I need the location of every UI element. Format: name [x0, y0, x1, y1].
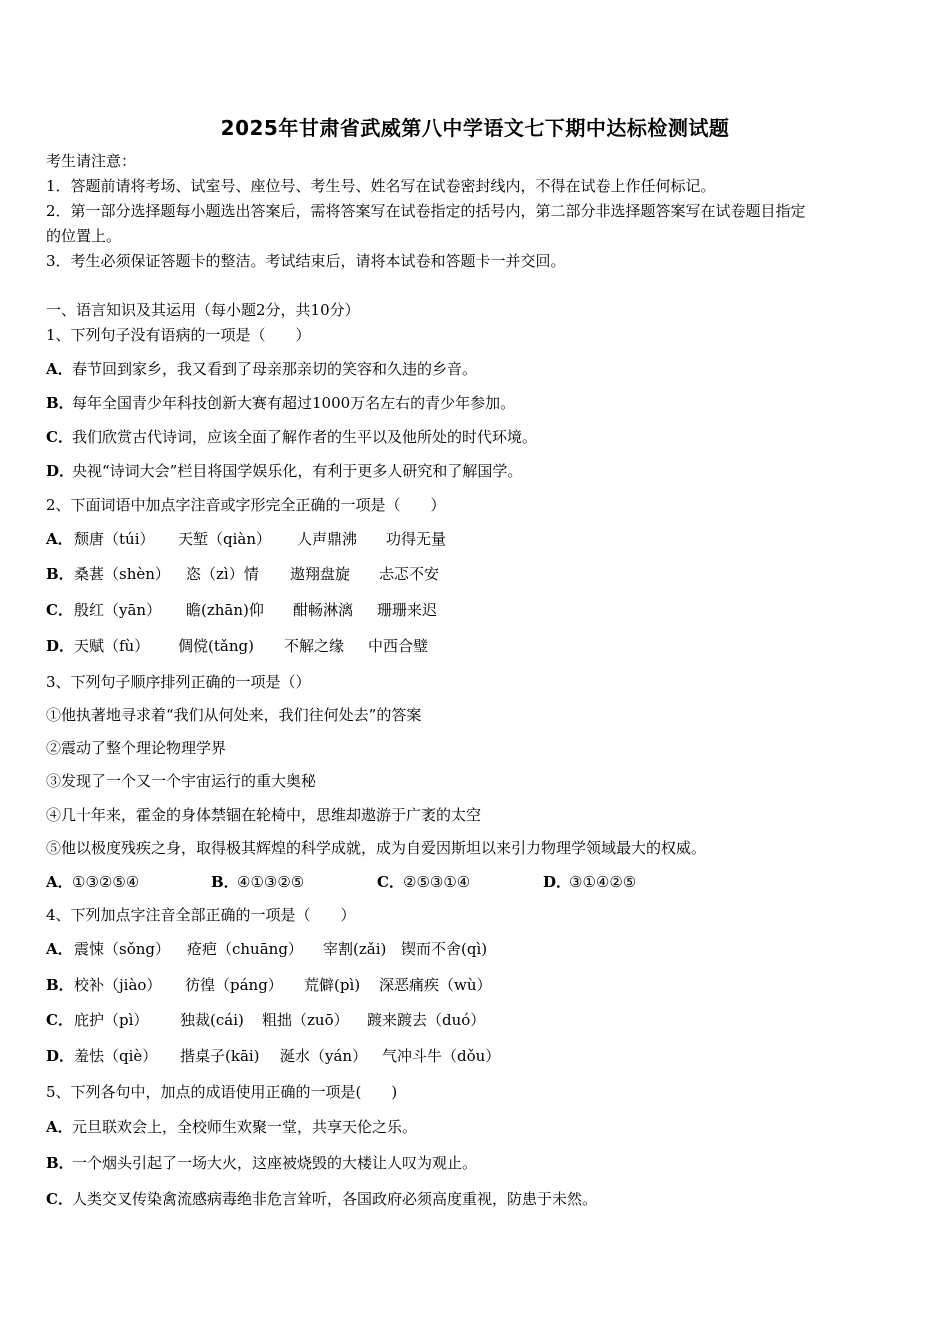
option-label: B．	[46, 1154, 74, 1172]
page-title: 2025年甘肃省武威第八中学语文七下期中达标检测试题	[220, 116, 730, 140]
option-text: 春节回到家乡，我又看到了母亲那亲切的笑容和久违的乡音。	[72, 360, 478, 378]
option-word: 锲而不舍(qì)	[401, 940, 488, 958]
option-text: ①③②⑤④	[72, 873, 140, 891]
option-word: 酣畅淋漓	[293, 601, 354, 619]
option-label: D．	[46, 1047, 75, 1065]
option-label: B．	[46, 565, 74, 583]
section-heading: 一、语言知识及其运用（每小题2分，共10分）	[46, 301, 360, 319]
q3-sentence: ④几十年来，霍金的身体禁锢在轮椅中，思维却遨游于广袤的太空	[46, 806, 482, 824]
option-word: 功得无量	[386, 530, 447, 548]
option-label: B．	[211, 873, 239, 891]
q1-option-d	[46, 461, 522, 481]
q3-option-b	[211, 872, 304, 892]
option-word: 珊珊来迟	[377, 601, 438, 619]
question-stem-2: 2、下面词语中加点字注音或字形完全正确的一项是（ ）	[46, 496, 446, 514]
option-word: 忐忑不安	[379, 565, 440, 583]
option-word: 人声鼎沸	[297, 530, 358, 548]
notice-item: 1．答题前请将考场、试室号、座位号、考生号、姓名写在试卷密封线内，不得在试卷上作任何标记。	[46, 177, 716, 195]
q2-option-c	[46, 600, 72, 620]
option-word: 涎水（yán）	[280, 1047, 368, 1065]
option-word: 疮疤（chuāng）	[187, 940, 303, 958]
option-word: 不解之缘	[284, 637, 345, 655]
notice-item: 3．考生必须保证答题卡的整洁。考试结束后，请将本试卷和答题卡一并交回。	[46, 252, 566, 270]
option-text: 元旦联欢会上，全校师生欢聚一堂，共享天伦之乐。	[72, 1118, 418, 1136]
option-word: 遨翔盘旋	[290, 565, 351, 583]
option-word: 庇护（pì）	[74, 1011, 149, 1029]
option-word: 恣（zì）情	[186, 565, 259, 583]
option-word: 粗拙（zuō）	[262, 1011, 349, 1029]
question-stem-5: 5、下列各句中，加点的成语使用正确的一项是( )	[46, 1083, 398, 1101]
question-stem-3: 3、下列句子顺序排列正确的一项是（）	[46, 673, 311, 691]
q3-option-d	[543, 872, 636, 892]
q3-option-c	[377, 872, 470, 892]
q1-option-c	[46, 427, 537, 447]
q4-option-b	[46, 975, 72, 995]
option-label: A．	[46, 940, 73, 958]
option-word: 天赋（fù）	[74, 637, 150, 655]
option-label: D．	[543, 873, 572, 891]
q1-option-b	[46, 393, 515, 413]
option-label: A．	[46, 360, 73, 378]
option-word: 震悚（sǒng）	[74, 940, 170, 958]
option-word: 中西合璧	[368, 637, 429, 655]
option-text: 央视“诗词大会”栏目将国学娱乐化，有利于更多人研究和了解国学。	[72, 462, 523, 480]
option-word: 天堑（qiàn）	[178, 530, 272, 548]
q5-option-b	[46, 1153, 477, 1173]
option-label: C．	[46, 1011, 73, 1029]
notice-item: 2．第一部分选择题每小题选出答案后，需将答案写在试卷指定的括号内，第二部分非选择题答案写在试卷题目指定	[46, 202, 806, 220]
q2-option-b	[46, 564, 72, 584]
q5-option-c	[46, 1189, 597, 1209]
question-stem-1: 1、下列句子没有语病的一项是（ ）	[46, 326, 311, 344]
notice-item: 的位置上。	[46, 227, 122, 245]
option-word: 气冲斗牛（dǒu）	[382, 1047, 501, 1065]
q2-option-d	[46, 636, 75, 656]
option-label: A．	[46, 1118, 73, 1136]
option-label: C．	[46, 428, 73, 446]
option-text: 每年全国青少年科技创新大赛有超过1000万名左右的青少年参加。	[72, 394, 516, 412]
option-label: B．	[46, 976, 74, 994]
option-word: 深恶痛疾（wù）	[379, 976, 492, 994]
option-text: 一个烟头引起了一场大火，这座被烧毁的大楼让人叹为观止。	[72, 1154, 478, 1172]
option-word: 殷红（yān）	[74, 601, 162, 619]
option-text: ④①③②⑤	[237, 873, 305, 891]
option-label: A．	[46, 873, 73, 891]
q3-sentence: ①他执著地寻求着“我们从何处来，我们往何处去”的答案	[46, 706, 422, 724]
option-word: 踱来踱去（duó）	[367, 1011, 486, 1029]
option-label: D．	[46, 637, 75, 655]
option-word: 揩桌子(kāi)	[180, 1047, 260, 1065]
option-word: 瞻(zhān)仰	[186, 601, 264, 619]
option-text: 我们欣赏古代诗词，应该全面了解作者的生平以及他所处的时代环境。	[72, 428, 538, 446]
q3-sentence: ⑤他以极度残疾之身，取得极其辉煌的科学成就，成为自爱因斯坦以来引力物理学领域最大的权威。	[46, 839, 707, 857]
q4-option-a	[46, 939, 72, 959]
option-text: ③①④②⑤	[569, 873, 637, 891]
q1-option-a	[46, 359, 477, 379]
option-label: B．	[46, 394, 74, 412]
option-text: 人类交叉传染禽流感病毒绝非危言耸听，各国政府必须高度重视，防患于未然。	[72, 1190, 598, 1208]
option-word: 桑葚（shèn）	[74, 565, 170, 583]
q3-sentence: ②震动了整个理论物理学界	[46, 739, 227, 757]
q3-sentence: ③发现了一个又一个宇宙运行的重大奥秘	[46, 772, 317, 790]
option-word: 倜傥(tǎng)	[178, 637, 254, 655]
option-label: C．	[46, 601, 73, 619]
option-word: 宰割(zǎi)	[323, 940, 387, 958]
option-label: C．	[377, 873, 404, 891]
q3-option-a	[46, 872, 139, 892]
option-word: 荒僻(pì)	[304, 976, 361, 994]
option-label: D．	[46, 462, 75, 480]
q5-option-a	[46, 1117, 417, 1137]
option-word: 彷徨（páng）	[185, 976, 283, 994]
q4-option-d	[46, 1046, 75, 1066]
option-word: 校补（jiào）	[74, 976, 162, 994]
option-word: 独裁(cái)	[180, 1011, 244, 1029]
option-text: ②⑤③①④	[403, 873, 471, 891]
question-stem-4: 4、下列加点字注音全部正确的一项是（ ）	[46, 906, 356, 924]
option-word: 颓唐（túi）	[74, 530, 155, 548]
notice-heading: 考生请注意：	[46, 152, 137, 170]
q2-option-a	[46, 529, 72, 549]
q4-option-c	[46, 1010, 72, 1030]
option-word: 羞怯（qiè）	[74, 1047, 158, 1065]
option-label: C．	[46, 1190, 73, 1208]
option-label: A．	[46, 530, 73, 548]
